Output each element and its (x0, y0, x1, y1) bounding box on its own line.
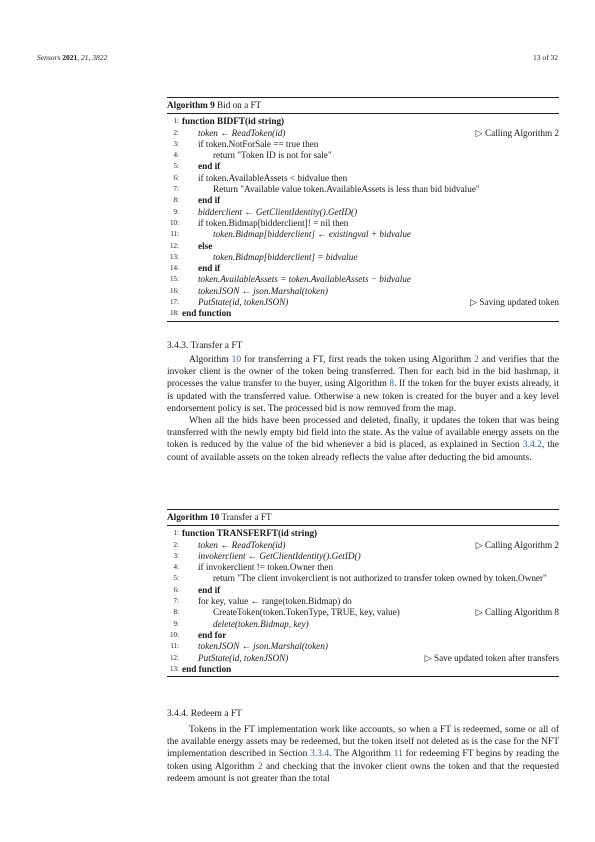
line-number: 7: (173, 185, 179, 194)
algorithm-8-link[interactable]: 8 (389, 379, 395, 390)
line-number: 9: (173, 207, 179, 216)
line-text: token.AvailableAssets = token.AvailableAssets − bidvalue (198, 274, 411, 285)
algo9-line (167, 286, 559, 297)
line-text: if token.AvailableAssets < bidvalue then (198, 172, 348, 183)
line-number: 5: (173, 574, 179, 583)
line-number: 16: (170, 286, 179, 295)
algo9-line (167, 161, 559, 172)
journal-volume: , 21, 3822 (77, 53, 108, 62)
line-number: 1: (173, 117, 179, 126)
algorithm-2-link[interactable]: 2 (257, 761, 263, 772)
line-text: else (198, 240, 213, 251)
algo10-line (167, 562, 559, 573)
algo9-line (167, 195, 559, 206)
line-number: 9: (173, 619, 179, 628)
algo9-line (167, 139, 559, 150)
algo9-line (167, 150, 559, 161)
algo9-line (167, 218, 559, 229)
line-number: 10: (170, 630, 179, 639)
line-text: token ← ReadToken(id) (198, 127, 286, 138)
section-heading: 3.4.3. Transfer a FT (167, 341, 243, 351)
line-number: 13: (170, 252, 179, 261)
line-comment: ▷ Saving updated token (470, 297, 559, 308)
line-number: 6: (173, 585, 179, 594)
algorithm-10-box (167, 509, 559, 677)
paragraph: Algorithm 10 for transferring a FT, first reads the token using Algorithm 2 and verifies that the invoker client is the owner of the token being transferred. Then for each bid in the bid hashmap, it processes the value transfer to the buyer, using Algorithm 8. If the token for the buyer exists already, it is updated with the transferred value. Otherwise a new token is created for the buyer and a key level endorsement policy is set. The processed bid is now removed from the map. (167, 355, 559, 414)
algo10-line (167, 528, 559, 539)
section-heading: 3.4.4. Redeem a FT (167, 709, 242, 719)
line-number: 7: (173, 597, 179, 606)
line-text: end for (198, 629, 227, 640)
algo9-line (167, 241, 559, 252)
line-number: 14: (170, 264, 179, 273)
line-text: for key, value ← range(token.Bidmap) do (198, 596, 352, 607)
line-number: 15: (170, 275, 179, 284)
line-number: 8: (173, 196, 179, 205)
line-number: 8: (173, 608, 179, 617)
section-3-4-3 (167, 341, 559, 464)
algo9-line (167, 274, 559, 285)
line-text: token.Bidmap[bidderclient] = bidvalue (213, 251, 358, 262)
line-number: 18: (170, 309, 179, 318)
algo10-line (167, 619, 559, 630)
line-comment: ▷ Calling Algorithm 2 (475, 539, 559, 550)
line-comment: ▷ Calling Algorithm 8 (475, 607, 559, 618)
algorithm-9-title: Bid on a FT (217, 100, 262, 110)
line-text: token.Bidmap[bidderclient] ← existingval + bidvalue (213, 229, 411, 240)
algo9-line (167, 308, 559, 319)
page-number: 13 of 32 (533, 53, 558, 62)
line-text: bidderclient ← GetClientIdentity().GetID() (198, 206, 358, 217)
running-header-citation (37, 53, 107, 62)
algo9-line (167, 263, 559, 274)
algorithm-9-caption (167, 98, 559, 114)
algorithm-10-label: Algorithm 10 (167, 512, 220, 522)
section-3-4-4 (167, 709, 559, 785)
algo9-line (167, 116, 559, 127)
line-text: invokerclient ← GetClientIdentity().GetID() (198, 550, 361, 561)
algo10-line (167, 585, 559, 596)
algorithm-10-caption (167, 510, 559, 526)
line-text: end function (182, 308, 232, 319)
algo10-line (167, 653, 559, 664)
journal-year: 2021 (62, 53, 78, 62)
line-number: 6: (173, 173, 179, 182)
line-number: 4: (173, 151, 179, 160)
algorithm-9-label: Algorithm 9 (167, 100, 215, 110)
line-number: 1: (173, 529, 179, 538)
line-text: PutState(id, tokenJSON) (198, 652, 289, 663)
line-number: 11: (170, 642, 179, 651)
line-text: token ← ReadToken(id) (198, 539, 286, 550)
line-text: tokenJSON ← json.Marshal(token) (198, 285, 328, 296)
algorithm-10-title: Transfer a FT (221, 512, 272, 522)
algo10-line (167, 551, 559, 562)
line-text: if token.Bidmap[bidderclient]! = nil then (198, 217, 349, 228)
line-text: return "The client invokerclient is not authorized to transfer token owned by token.Owner" (213, 573, 547, 584)
algorithm-9-box (167, 97, 559, 322)
line-number: 4: (173, 563, 179, 572)
line-number: 12: (170, 241, 179, 250)
algo9-line (167, 229, 559, 240)
line-text: end function (182, 663, 232, 674)
algo10-line (167, 596, 559, 607)
line-comment: ▷ Save updated token after transfers (424, 652, 559, 663)
line-text: return "Token ID is not for sale" (213, 150, 332, 161)
line-text: tokenJSON ← json.Marshal(token) (198, 641, 328, 652)
paragraph: When all the bids have been processed and deleted, finally, it updates the token that was being transferred with the newly empty bid field into the state. As the value of available energy assets on the token is reduced by the value of the bid whenever a bid is placed, as explained in Section 3.4.2, the count of available assets on the token already reflects the value after deducting the bid amounts. (167, 416, 560, 463)
line-number: 3: (173, 139, 179, 148)
algo9-line (167, 128, 559, 139)
line-number: 2: (173, 540, 179, 549)
algo10-line (167, 641, 559, 652)
line-number: 11: (170, 230, 179, 239)
algo10-line (167, 664, 559, 675)
line-number: 5: (173, 162, 179, 171)
line-number: 3: (173, 551, 179, 560)
line-number: 10: (170, 218, 179, 227)
algorithm-11-link[interactable]: 11 (393, 749, 403, 760)
line-text: end if (198, 263, 221, 274)
line-text: if token.NotForSale == true then (198, 138, 319, 149)
line-text: function TRANSFERFT(id string) (182, 528, 318, 539)
line-number: 13: (170, 664, 179, 673)
line-text: end if (198, 161, 221, 172)
line-text: PutState(id, tokenJSON) (198, 297, 289, 308)
algo9-line (167, 184, 559, 195)
line-number: 12: (170, 653, 179, 662)
algorithm-10-link[interactable]: 10 (231, 355, 242, 365)
line-text: delete(token.Bidmap, key) (213, 618, 309, 629)
algo10-line (167, 630, 559, 641)
algo9-line (167, 252, 559, 263)
algo10-line (167, 573, 559, 584)
algorithm-2-link[interactable]: 2 (474, 355, 479, 365)
journal-name: Sensors (37, 53, 61, 62)
line-text: end if (198, 195, 221, 206)
line-text: Return "Available value token.AvailableAssets is less than bid bidvalue" (213, 184, 480, 195)
line-text: function BIDFT(id string) (182, 116, 285, 127)
line-text: if invokerclient != token.Owner then (198, 562, 334, 573)
line-comment: ▷ Calling Algorithm 2 (475, 127, 559, 138)
algo9-line (167, 173, 559, 184)
line-text: end if (198, 584, 221, 595)
line-number: 2: (173, 128, 179, 137)
algo9-line (167, 297, 559, 308)
line-text: CreateToken(token.TokenType, TRUE, key, value) (213, 607, 400, 618)
algo10-line (167, 607, 559, 618)
section-3-4-2-link[interactable]: 3.4.2 (522, 440, 542, 451)
line-number: 17: (170, 298, 179, 307)
algo9-line (167, 207, 559, 218)
algo10-line (167, 540, 559, 551)
paragraph: Tokens in the FT implementation work like accounts, so when a FT is redeemed, some or all of the available energy assets may be redeemed, but the token itself not deleted as is the case for the NFT implementation described in Section 3.3.4. The Algorithm 11 for redeeming FT begins by reading the token using Algorithm 2 and checking that the invoker client owns the token and that the requested redeem amount is not greater than the total (167, 725, 560, 784)
section-3-3-4-link[interactable]: 3.3.4 (310, 749, 330, 760)
